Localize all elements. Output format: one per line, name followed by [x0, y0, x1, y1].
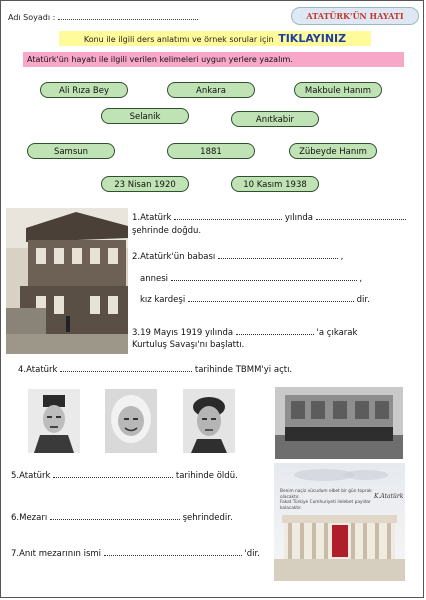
- word-23-nisan-1920[interactable]: 23 Nisan 1920: [101, 176, 189, 192]
- question-4: [18, 364, 292, 375]
- q2-blank-father[interactable]: [218, 251, 338, 259]
- q6-text-a: 6.Mezarı: [11, 513, 48, 523]
- q2-text-c: annesi: [140, 274, 169, 284]
- word-10-kasim-1938[interactable]: 10 Kasım 1938: [231, 176, 319, 192]
- word-1881[interactable]: 1881: [167, 143, 255, 159]
- anitkabir-quote-line-1: Benim naçiz vücudum elbet bir gün toprak olacaktır.: [280, 489, 372, 500]
- word-samsun[interactable]: Samsun: [27, 143, 115, 159]
- page-title: ATATÜRK'ÜN HAYATI: [291, 7, 419, 25]
- info-banner-text: Konu ile ilgili ders anlatımı ve örnek sorular için: [83, 35, 274, 44]
- q2-text-f: dir.: [356, 295, 370, 305]
- q2-text-e: kız kardeşi: [140, 295, 186, 305]
- ataturk-portrait: [28, 389, 80, 453]
- q2-comma-2: ,: [359, 274, 363, 284]
- makbule-hanim-portrait: [183, 389, 235, 453]
- question-2: [132, 251, 343, 262]
- question-1: [132, 212, 406, 223]
- question-2-mother: [140, 273, 362, 284]
- q7-blank-name[interactable]: [104, 548, 242, 556]
- word-ali-riza-bey[interactable]: Ali Rıza Bey: [40, 82, 128, 98]
- q5-text-b: tarihinde öldü.: [175, 471, 238, 481]
- question-1-cont: şehrinde doğdu.: [132, 226, 202, 236]
- q2-comma-1: ,: [340, 252, 344, 262]
- tbmm-photo: [275, 387, 403, 459]
- info-banner: [59, 31, 371, 46]
- word-anitkabir[interactable]: Anıtkabir: [231, 111, 319, 127]
- name-blank[interactable]: [58, 12, 198, 20]
- name-field[interactable]: [8, 12, 198, 22]
- question-7: [11, 548, 260, 559]
- q7-text-a: 7.Anıt mezarının ismi: [11, 549, 102, 559]
- word-makbule-hanim[interactable]: Makbule Hanım: [294, 82, 382, 98]
- q6-blank-city[interactable]: [50, 512, 180, 520]
- q1-text-b: yılında: [284, 213, 313, 223]
- ataturk-portrait-illustration: [28, 389, 80, 453]
- birth-house-photo: [6, 208, 128, 354]
- q3-text-b: 'a çıkarak: [316, 328, 358, 338]
- anitkabir-quote-line-2: Fakat Türkiye Cumhuriyeti ilelebet payidar kalacaktır.: [280, 500, 371, 511]
- question-6: [11, 512, 233, 523]
- q4-blank-date[interactable]: [60, 364, 192, 372]
- word-zubeyde-hanim[interactable]: Zübeyde Hanım: [289, 143, 377, 159]
- question-5: [11, 470, 238, 481]
- zubeyde-portrait-illustration: [105, 389, 157, 453]
- q1-blank-year[interactable]: [174, 212, 282, 220]
- instruction-text: Atatürk'ün hayatı ile ilgili verilen kelimeleri uygun yerlere yazalım.: [23, 52, 404, 67]
- anitkabir-illustration: [274, 463, 405, 581]
- makbule-portrait-illustration: [183, 389, 235, 453]
- q4-text-a: 4.Atatürk: [18, 365, 58, 375]
- zubeyde-hanim-portrait: [105, 389, 157, 453]
- question-2-sister: [140, 294, 370, 305]
- q5-text-a: 5.Atatürk: [11, 471, 51, 481]
- name-label: Adı Soyadı :: [8, 13, 56, 22]
- question-3: [132, 327, 357, 338]
- q2-text-a: 2.Atatürk'ün babası: [132, 252, 216, 262]
- tbmm-illustration: [275, 387, 403, 459]
- q3-blank-city[interactable]: [236, 327, 314, 335]
- q5-blank-date[interactable]: [53, 470, 173, 478]
- q4-text-b: tarihinde TBMM'yi açtı.: [194, 365, 293, 375]
- q6-text-b: şehrindedir.: [182, 513, 233, 523]
- word-ankara[interactable]: Ankara: [167, 82, 255, 98]
- q1-text-a: 1.Atatürk: [132, 213, 172, 223]
- q2-blank-sister[interactable]: [188, 294, 354, 302]
- q3-text-a: 3.19 Mayıs 1919 yılında: [132, 328, 234, 338]
- q2-blank-mother[interactable]: [171, 273, 357, 281]
- birth-house-illustration: [6, 208, 128, 354]
- click-here-link[interactable]: TIKLAYINIZ: [278, 32, 347, 45]
- q1-blank-city[interactable]: [316, 212, 406, 220]
- anitkabir-photo: [274, 463, 405, 581]
- q7-text-b: 'dir.: [244, 549, 260, 559]
- anitkabir-quote: [280, 489, 372, 511]
- ataturk-signature: K.Atatürk: [374, 493, 404, 500]
- question-3-cont: Kurtuluş Savaşı'nı başlattı.: [132, 340, 245, 350]
- word-selanik[interactable]: Selanik: [101, 108, 189, 124]
